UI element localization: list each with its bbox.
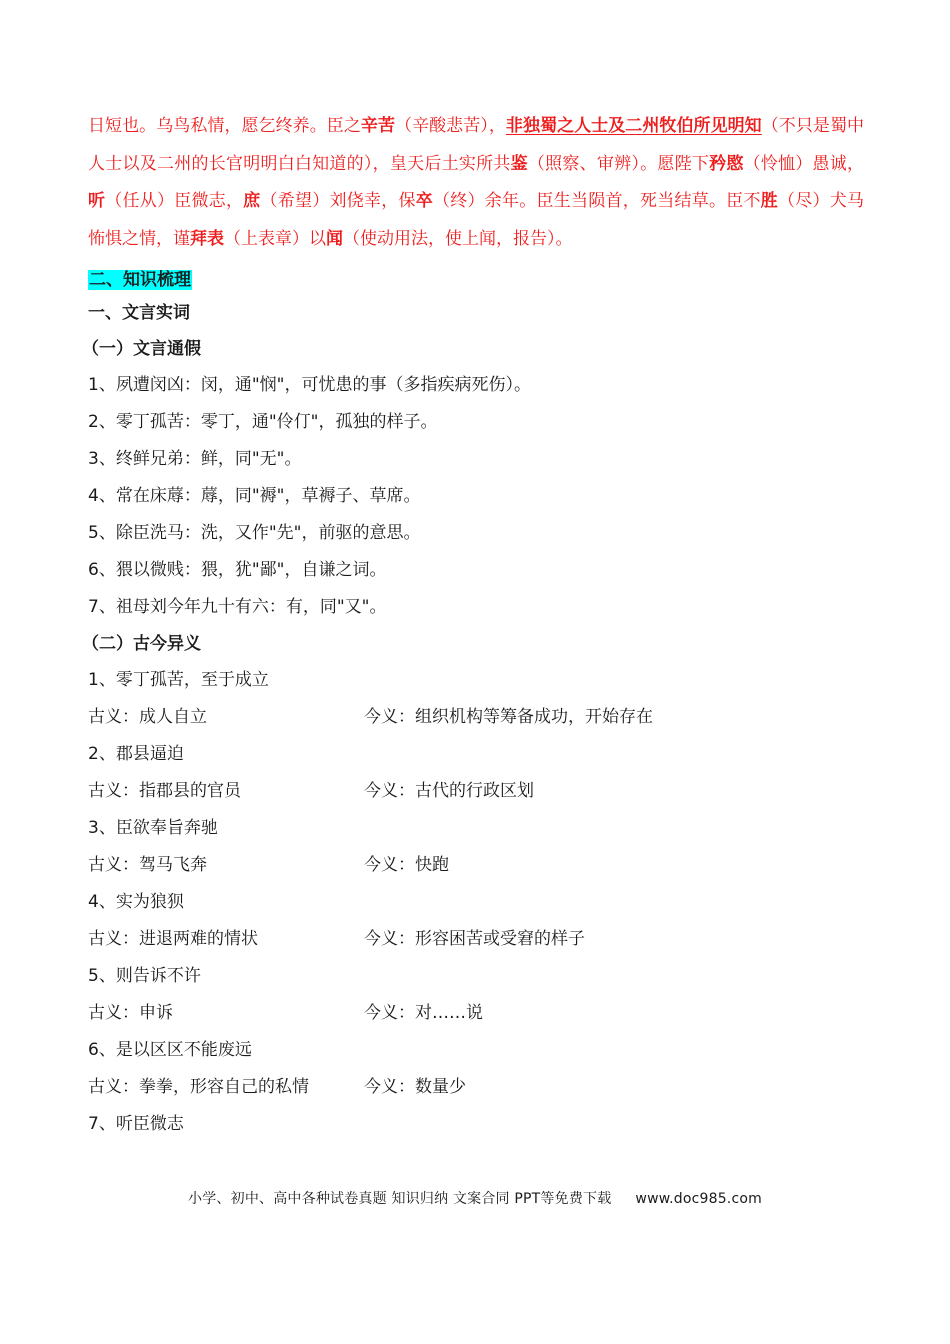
heading-guyi: （二）古今异义 [82, 634, 201, 654]
modern-meaning: 今义：古代的行政区划 [364, 781, 534, 801]
modern-meaning: 今义：快跑 [364, 855, 449, 875]
passage-text: （辛酸悲苦）， [395, 116, 506, 136]
keyword: 辛苦 [360, 116, 396, 136]
ancient-meaning: 古义：指郡县的官员 [88, 781, 241, 801]
list-item: 6、猥以微贱：猥，犹"鄙"，自谦之词。 [88, 560, 387, 580]
passage-paragraph [88, 108, 864, 258]
passage-text: （上表章）以 [224, 228, 326, 249]
list-item: 2、零丁孤苦：零丁，通"伶仃"，孤独的样子。 [88, 412, 438, 432]
keyword: 闻 [326, 228, 343, 249]
guyi-item-title: 4、实为狼狈 [88, 892, 184, 912]
guyi-item-meanings [88, 921, 864, 958]
guyi-item-meanings [88, 773, 864, 810]
ancient-meaning: 古义：成人自立 [88, 707, 207, 727]
keyword: 矜愍 [709, 153, 744, 174]
guyi-item-meanings [88, 699, 864, 736]
document-page [82, 108, 865, 1143]
page-footer [0, 1188, 950, 1208]
list-item: 3、终鲜兄弟：鲜，同"无"。 [88, 449, 302, 469]
modern-meaning: 今义：形容困苦或受窘的样子 [364, 929, 585, 949]
guyi-item-title: 5、则告诉不许 [88, 966, 201, 986]
footer-text: 小学、初中、高中各种试卷真题 知识归纳 文案合同 PPT等免费下载 [188, 1191, 612, 1207]
passage-text: （怜恤）愚诚， [743, 153, 865, 174]
list-item: 5、除臣洗马：洗，又作"先"，前驱的意思。 [88, 523, 421, 543]
footer-site-link[interactable]: www.doc985.com [635, 1191, 762, 1207]
keyword: 胜 [760, 191, 778, 211]
guyi-item-meanings [88, 995, 864, 1032]
modern-meaning: 今义：组织机构等筹备成功，开始存在 [364, 707, 653, 727]
heading-wenyan-shici: 一、文言实词 [88, 303, 190, 323]
passage-text: （终）余年。臣生当陨首，死当结草。臣不 [433, 191, 761, 211]
passage-text: （照察、审辨）。愿陛下 [527, 153, 710, 174]
tongjia-list [88, 367, 864, 626]
list-item: 1、夙遭闵凶：闵，通"悯"，可忧患的事（多指疾病死伤）。 [88, 375, 531, 395]
passage-text: （不只是蜀中人士以及二州的长官明明白白知道的），皇天后土实所共 [88, 116, 865, 174]
passage-text: （尽）犬马怖惧之情，谨 [88, 191, 864, 249]
list-item: 7、祖母刘今年九十有六：有，同"又"。 [88, 597, 387, 617]
heading-tongjia: （一）文言通假 [82, 339, 201, 359]
modern-meaning: 今义：对……说 [364, 1003, 483, 1023]
passage-text: （希望）刘侥幸，保 [260, 191, 416, 211]
guyi-item-meanings [88, 1069, 864, 1106]
keyword: 拜表 [190, 228, 224, 249]
passage-text: 日短也。乌鸟私情，愿乞终养。臣之 [88, 116, 361, 136]
guyi-item-title: 2、郡县逼迫 [88, 744, 184, 764]
ancient-meaning: 古义：申诉 [88, 1003, 173, 1023]
section-title-text: 二、知识梳理 [89, 270, 191, 290]
keyword: 卒 [415, 191, 433, 211]
ancient-meaning: 古义：进退两难的情状 [88, 929, 258, 949]
modern-meaning: 今义：数量少 [364, 1077, 466, 1097]
underlined-phrase: 非独蜀之人士及二州牧伯所见明知 [505, 116, 762, 136]
section-title [88, 267, 864, 294]
keyword: 鉴 [510, 153, 528, 174]
guyi-item-title: 6、是以区区不能废远 [88, 1040, 252, 1060]
guyi-item-meanings [88, 847, 864, 884]
guyi-item-title: 3、臣欲奉旨奔驰 [88, 818, 218, 838]
guyi-item-title: 1、零丁孤苦，至于成立 [88, 670, 269, 690]
guyi-list [88, 662, 864, 1143]
keyword: 听 [88, 191, 106, 211]
ancient-meaning: 古义：驾马飞奔 [88, 855, 207, 875]
passage-text: （任从）臣微志， [105, 191, 244, 211]
list-item: 4、常在床蓐：蓐，同"褥"，草褥子、草席。 [88, 486, 421, 506]
keyword: 庶 [243, 191, 261, 211]
ancient-meaning: 古义：拳拳，形容自己的私情 [88, 1077, 309, 1097]
guyi-item-title: 7、听臣微志 [88, 1114, 184, 1134]
passage-text: （使动用法，使上闻，报告）。 [343, 228, 573, 249]
